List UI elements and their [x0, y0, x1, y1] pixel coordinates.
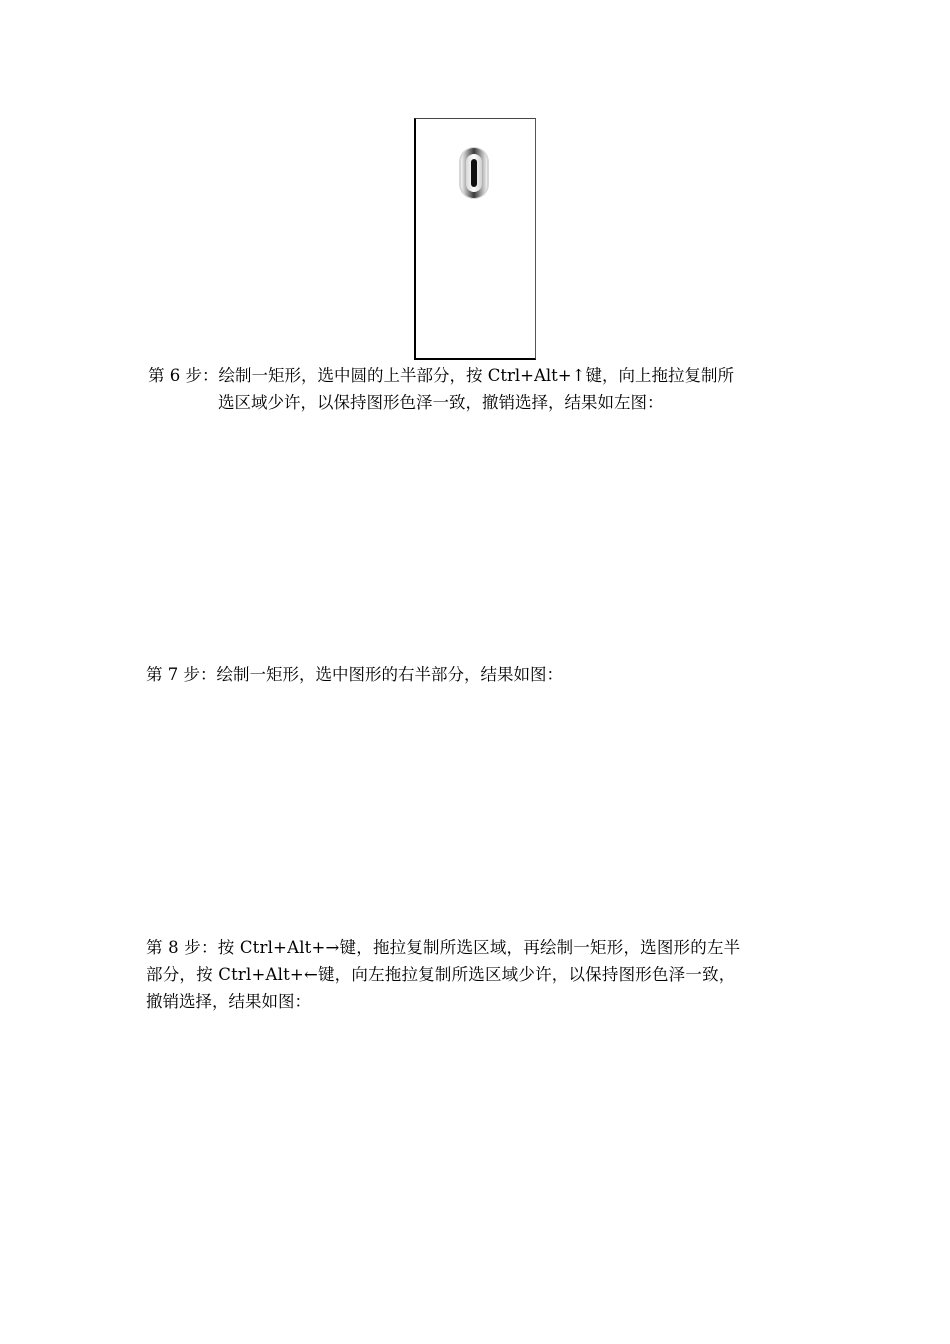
capsule-shape-icon	[416, 119, 536, 359]
step8-text-line2: 部分，按 Ctrl+Alt+←键，向左拖拉复制所选区域少许，以保持图形色泽一致，	[146, 965, 736, 984]
step6-result-figure	[414, 118, 536, 360]
step6-text-line2: 选区域少许，以保持图形色泽一致，撤销选择，结果如左图：	[218, 393, 664, 412]
step8-text-line3: 撤销选择，结果如图：	[146, 992, 311, 1011]
step8-text-line1: 第 8 步：按 Ctrl+Alt+→键，拖拉复制所选区域，再绘制一矩形，选图形的左半	[146, 938, 741, 957]
step7-text-line1: 第 7 步：绘制一矩形，选中图形的右半部分，结果如图：	[146, 665, 563, 684]
step6-text-line1: 第 6 步：绘制一矩形，选中圆的上半部分，按 Ctrl+Alt+↑键，向上拖拉复制所	[148, 366, 734, 385]
